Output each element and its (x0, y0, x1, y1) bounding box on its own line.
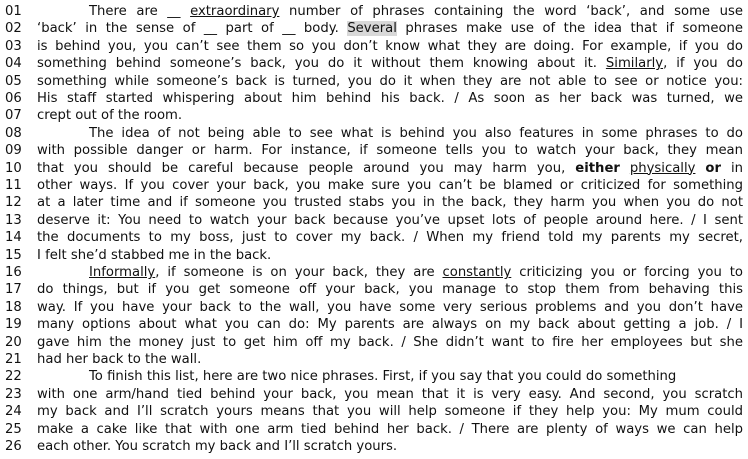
text-line (0, 90, 748, 107)
line-text (37, 55, 743, 72)
text-segment: something while someone’s back is turned, you do it when they are not able to see or notice you: (37, 73, 743, 89)
line-number: 04 (5, 56, 22, 72)
line-text (89, 264, 743, 281)
text-segment (695, 161, 705, 176)
text-line (0, 160, 748, 177)
line-text (37, 212, 743, 229)
line-text (89, 3, 743, 20)
line-text (37, 334, 743, 351)
text-line (0, 386, 748, 403)
highlighted-word: Several (347, 21, 397, 37)
underlined-word: extraordinary (190, 4, 280, 19)
text-line (0, 229, 748, 246)
text-line (0, 351, 748, 368)
line-number: 05 (5, 73, 22, 89)
text-line (0, 334, 748, 351)
text-segment: my back and I’ll scratch yours means that you will help someone if they help you: My mum could (37, 404, 743, 420)
text-segment: deserve it: You need to watch your back because you’ve upset lots of people around here. / I sent (37, 212, 743, 228)
line-text (37, 316, 743, 333)
line-text (37, 247, 743, 264)
text-segment: number of phrases containing the word ‘back’, and some use (279, 4, 743, 19)
line-number: 12 (5, 195, 22, 211)
text-segment: , if someone is on your back, they are (155, 265, 443, 280)
text-segment: gave him the money just to get him off my back. / She didn’t want to fire her employees but she (37, 334, 743, 350)
line-number: 03 (5, 38, 22, 54)
text-segment: the documents to my boss, just to cover my back. / When my friend told my parents my secret, (37, 230, 743, 246)
text-segment: with possible danger or harm. For instance, if someone tells you to watch your back, they mean (37, 143, 743, 159)
line-number: 11 (5, 178, 22, 193)
line-number: 16 (5, 265, 22, 280)
text-line (0, 438, 748, 455)
bold-word: or (705, 160, 721, 176)
text-line (0, 212, 748, 229)
text-segment: , if you do (663, 56, 743, 72)
underlined-word: physically (629, 160, 696, 176)
line-number: 17 (5, 282, 22, 298)
text-segment: is behind you, you can’t see them so you don’t know what they are doing. For example, if you do (37, 38, 743, 54)
line-text (37, 403, 743, 420)
line-number: 10 (5, 160, 22, 176)
text-segment: had her back to the wall. (37, 352, 202, 367)
text-line (0, 107, 748, 124)
line-text (37, 20, 743, 37)
text-line (0, 316, 748, 333)
text-line (0, 264, 748, 281)
line-text (37, 38, 743, 55)
text-segment: something behind someone’s back, you do it without them knowing about it. (37, 56, 606, 72)
text-segment: each other. You scratch my back and I’ll scratch yours. (37, 439, 398, 454)
line-text (37, 351, 743, 368)
line-number: 22 (5, 369, 22, 385)
text-line (0, 3, 748, 20)
text-segment: make a cake like that with one arm tied behind her back. / There are plenty of ways we can help (37, 421, 743, 437)
line-text (37, 386, 743, 403)
line-number: 26 (5, 439, 22, 454)
line-number: 01 (5, 4, 22, 19)
text-segment: I felt she’d stabbed me in the back. (37, 247, 272, 263)
line-number: 15 (5, 247, 22, 263)
text-segment: criticizing you or forcing you to (511, 265, 743, 280)
line-text (37, 229, 743, 246)
text-line (0, 368, 748, 385)
line-text (37, 299, 743, 316)
line-text (37, 438, 743, 455)
line-text (89, 125, 743, 142)
text-segment: The idea of not being able to see what is behind you also features in some phrases to do (89, 125, 743, 141)
line-text (37, 90, 743, 107)
line-number: 21 (5, 352, 22, 367)
text-line (0, 299, 748, 316)
text-line (0, 281, 748, 298)
text-segment: His staff started whispering about him behind his back. / As soon as her back was turned, we (37, 91, 743, 106)
underlined-word: Informally (89, 265, 156, 280)
text-line (0, 194, 748, 211)
text-segment: phrases make use of the idea that if someone (396, 21, 743, 37)
text-segment: in (720, 160, 743, 176)
line-number: 18 (5, 299, 22, 315)
underlined-word: Similarly (605, 56, 664, 72)
text-line (0, 20, 748, 37)
line-number: 14 (5, 230, 22, 246)
text-segment: There are __ (89, 4, 191, 19)
text-line (0, 73, 748, 90)
text-line (0, 177, 748, 194)
line-number: 23 (5, 386, 22, 402)
text-line (0, 142, 748, 159)
text-segment: do things, but if you get someone off your back, you manage to stop them from behaving this (37, 282, 743, 298)
text-segment: crept out of the room. (37, 108, 183, 124)
line-text (37, 177, 743, 194)
text-line (0, 38, 748, 55)
line-text (37, 281, 743, 298)
text-line (0, 403, 748, 420)
text-segment: that you should be careful because people around you may harm you, (37, 160, 576, 176)
text-segment (620, 161, 630, 176)
line-text (37, 107, 743, 124)
text-segment: To finish this list, here are two nice phrases. First, if you say that you could do something (89, 369, 677, 385)
line-text (37, 421, 743, 438)
line-text (89, 368, 743, 385)
text-segment: ‘back’ in the sense of __ part of __ body. (37, 21, 348, 37)
text-segment: way. If you have your back to the wall, you have some very serious problems and you don’t have (37, 299, 743, 315)
line-number: 02 (5, 21, 22, 37)
line-text (37, 160, 743, 177)
line-number: 20 (5, 334, 22, 350)
line-number: 13 (5, 212, 22, 228)
line-number: 06 (5, 91, 22, 106)
line-number: 24 (5, 404, 22, 420)
line-text (37, 73, 743, 90)
text-line (0, 125, 748, 142)
text-line (0, 421, 748, 438)
text-segment: with one arm/hand tied behind your back, you mean that it is very easy. And second, you scratch (37, 386, 743, 402)
text-segment: other ways. If you cover your back, you make sure you can’t be blamed or criticized for something (37, 178, 743, 193)
underlined-word: constantly (442, 265, 512, 280)
bold-word: either (575, 160, 620, 176)
text-segment: many options about what you can do: My parents are always on my back about getting a job. / I (37, 317, 743, 333)
line-number: 25 (5, 421, 22, 437)
text-line (0, 247, 748, 264)
line-number: 09 (5, 143, 22, 159)
line-number: 19 (5, 317, 22, 333)
line-number: 08 (5, 125, 22, 141)
text-line (0, 55, 748, 72)
line-text (37, 194, 743, 211)
line-text (37, 142, 743, 159)
line-number: 07 (5, 108, 22, 124)
text-segment: at a later time and if someone you trusted stabs you in the back, they harm you when you do not (37, 195, 743, 211)
